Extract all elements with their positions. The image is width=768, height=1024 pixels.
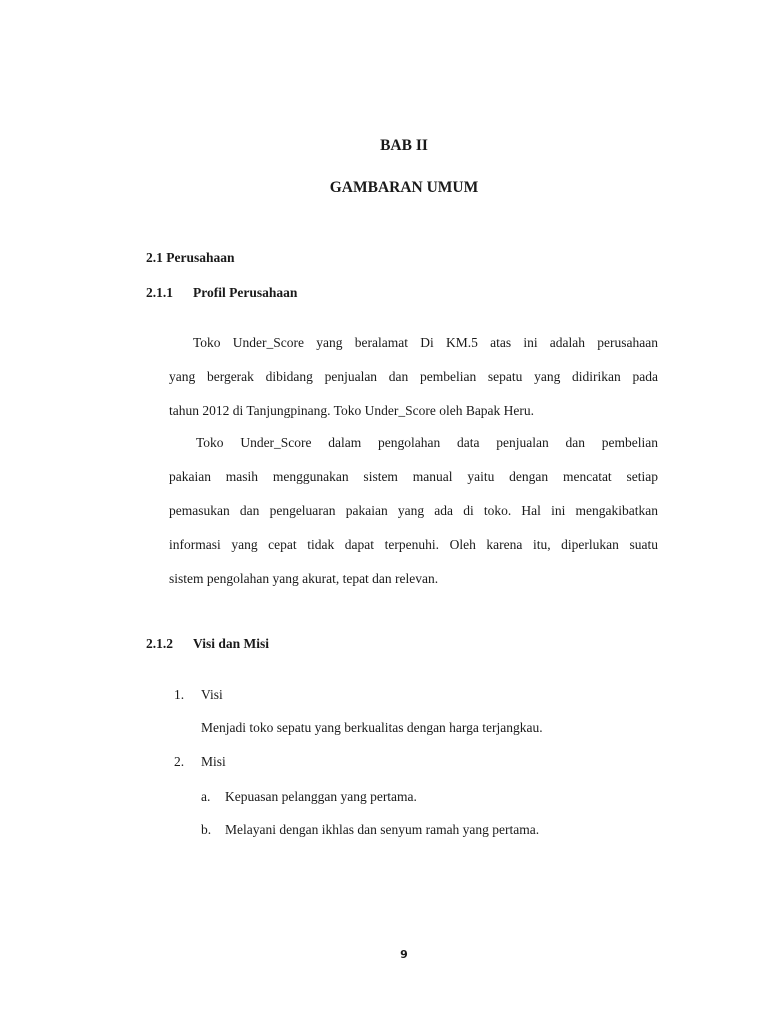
list-marker-visi: 1. — [174, 687, 185, 702]
visi-body: Menjadi toko sepatu yang berkualitas dengan harga terjangkau. — [201, 720, 543, 735]
misi-subitem-text-a: Kepuasan pelanggan yang pertama. — [225, 789, 417, 804]
section-heading-2-1: 2.1 Perusahaan — [146, 250, 235, 265]
chapter-title: GAMBARAN UMUM — [329, 179, 479, 196]
subsection-title-2-1-2: Visi dan Misi — [193, 636, 270, 651]
paragraph-2-line-1: Toko Under_Score dalam pengolahan data penjualan dan pembelian — [196, 435, 658, 450]
list-label-misi: Misi — [201, 754, 226, 769]
subsection-title-2-1-1: Profil Perusahaan — [193, 285, 298, 300]
paragraph-2-line-4: informasi yang cepat tidak dapat terpenuhi. Oleh karena itu, diperlukan suatu — [169, 537, 658, 552]
list-label-visi: Visi — [201, 687, 223, 702]
subsection-number-2-1-2: 2.1.2 — [146, 636, 173, 651]
paragraph-1-line-2: yang bergerak dibidang penjualan dan pembelian sepatu yang didirikan pada — [169, 369, 658, 384]
chapter-number: BAB II — [380, 137, 428, 154]
subsection-number-2-1-1: 2.1.1 — [146, 285, 173, 300]
page-number: 9 — [400, 948, 408, 961]
paragraph-2-line-5: sistem pengolahan yang akurat, tepat dan relevan. — [169, 571, 439, 586]
list-marker-misi: 2. — [174, 754, 185, 769]
misi-subitem-marker-a: a. — [201, 789, 211, 804]
misi-subitem-marker-b: b. — [201, 822, 212, 837]
paragraph-2-line-2: pakaian masih menggunakan sistem manual yaitu dengan mencatat setiap — [169, 469, 658, 484]
paragraph-1-line-1: Toko Under_Score yang beralamat Di KM.5 atas ini adalah perusahaan — [193, 335, 658, 350]
paragraph-2-line-3: pemasukan dan pengeluaran pakaian yang ada di toko. Hal ini mengakibatkan — [169, 503, 658, 518]
misi-subitem-text-b: Melayani dengan ikhlas dan senyum ramah yang pertama. — [225, 822, 540, 837]
paragraph-1-line-3: tahun 2012 di Tanjungpinang. Toko Under_Score oleh Bapak Heru. — [169, 403, 535, 418]
